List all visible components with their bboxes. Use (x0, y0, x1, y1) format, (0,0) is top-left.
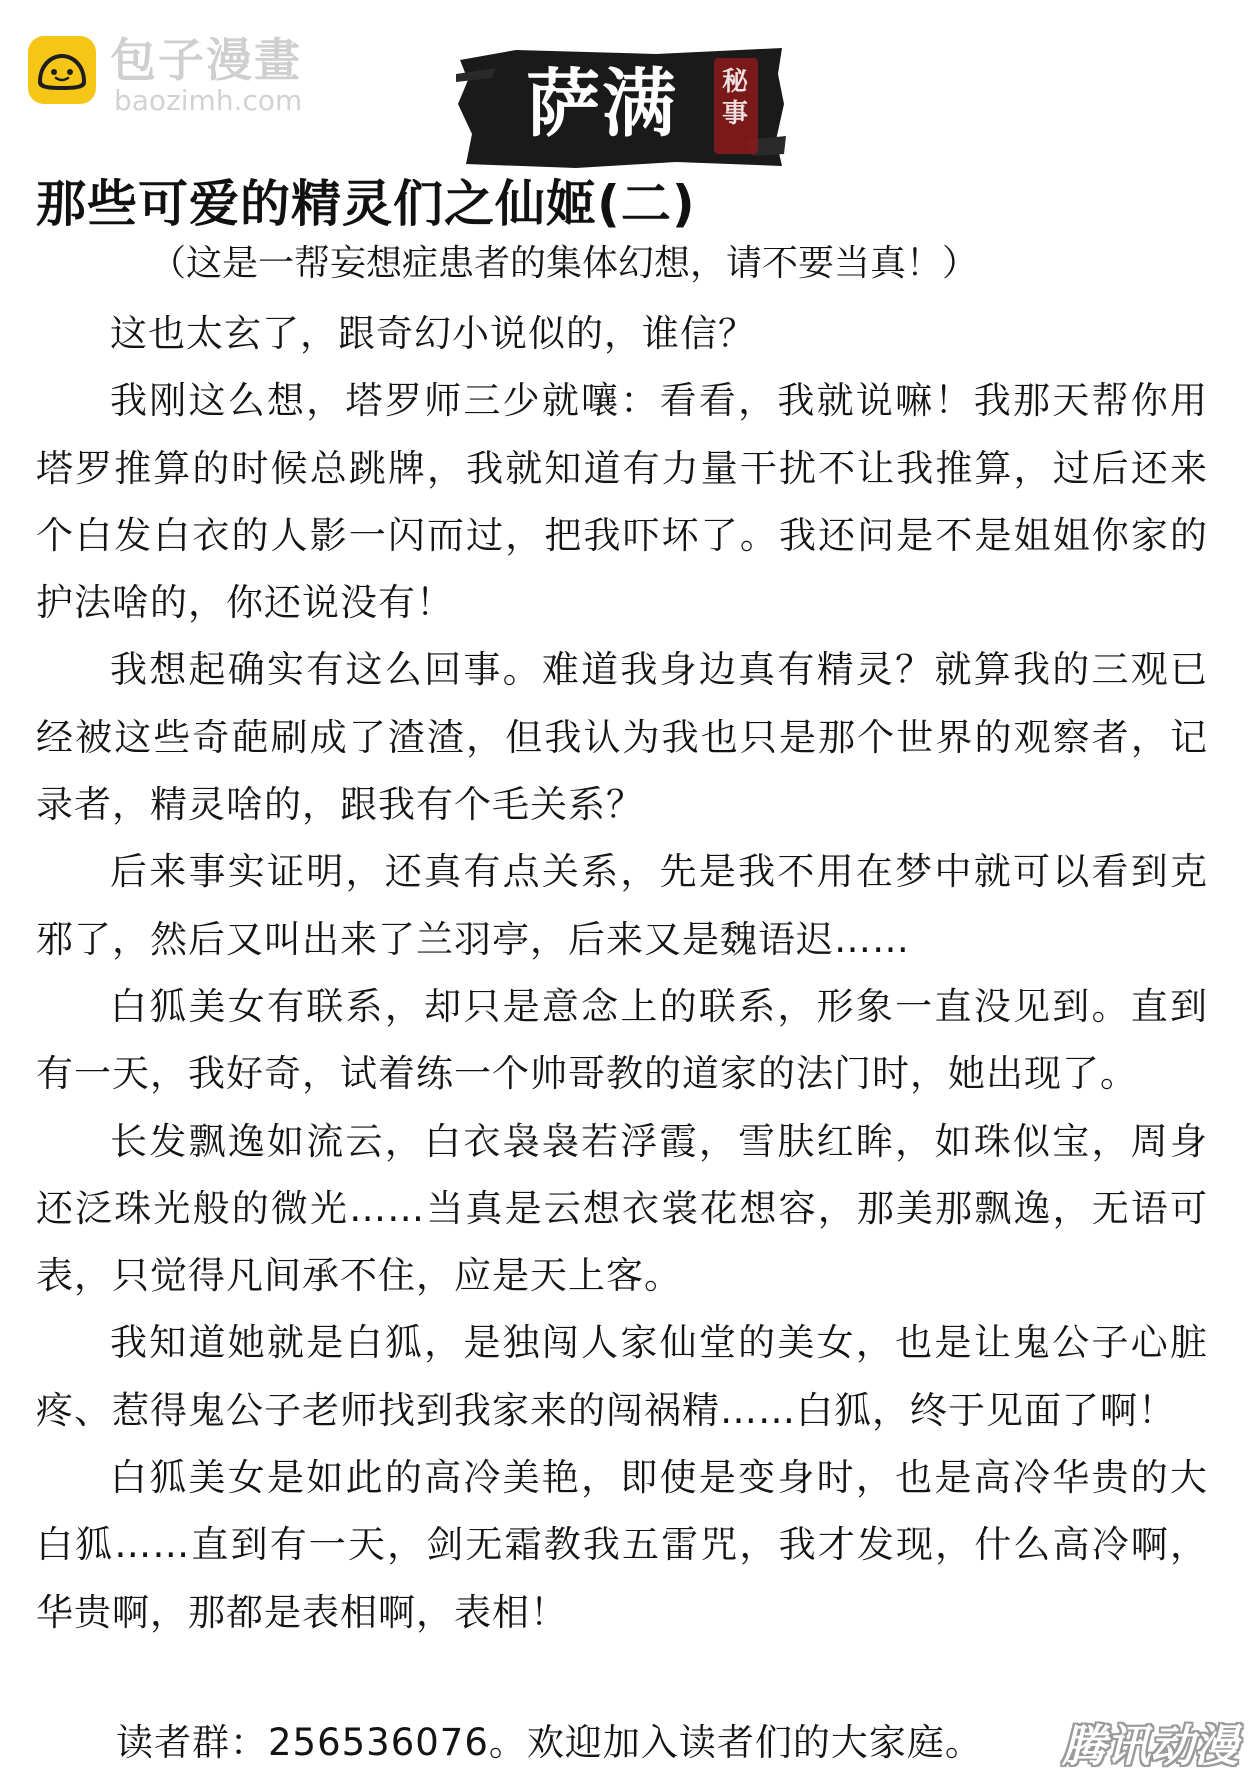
paragraph: 我刚这么想，塔罗师三少就嚷：看看，我就说嘛！我那天帮你用塔罗推算的时候总跳牌，我就知道有力量干扰不让我推算，过后还来个白发白衣的人影一闪而过，把我吓坏了。我还问是不是姐姐你家的护法啥的，你还说没有！ (36, 379, 1208, 625)
article-body (36, 300, 1208, 1646)
paragraph: 这也太玄了，跟奇幻小说似的，谁信？ (110, 312, 756, 355)
paragraph: 白狐美女有联系，却只是意念上的联系，形象一直没见到。直到有一天，我好奇，试着练一个帅哥教的道家的法门时，她出现了。 (36, 984, 1208, 1096)
watermark-name: 包子漫畫 (110, 33, 302, 87)
tencent-mark-text: 腾讯动漫 (1062, 1721, 1238, 1772)
paragraph: 我知道她就是白狐，是独闯人家仙堂的美女，也是让鬼公子心脏疼、惹得鬼公子老师找到我家来的闯祸精……白狐，终于见面了啊！ (36, 1321, 1208, 1432)
bun-logo-icon (26, 34, 98, 106)
watermark-url: baozimh.com (114, 84, 303, 117)
page-title: 那些可爱的精灵们之仙姬(二) (36, 175, 696, 233)
paragraph: 长发飘逸如流云，白衣袅袅若浮霞，雪肤红眸，如珠似宝，周身还泛珠光般的微光……当真是云想衣裳花想容，那美那飘逸，无语可表，只觉得凡间承不住，应是天上客。 (36, 1119, 1208, 1298)
paragraph: 后来事实证明，还真有点关系，先是我不用在梦中就可以看到克邪了，然后又叫出来了兰羽亭，后来又是魏语迟…… (36, 850, 1208, 961)
page-subtitle: （这是一帮妄想症患者的集体幻想，请不要当真！） (150, 243, 979, 284)
site-watermark (26, 33, 326, 117)
tencent-comics-watermark (1050, 1720, 1250, 1774)
series-logo (456, 44, 786, 172)
paragraph: 白狐美女是如此的高冷美艳，即使是变身时，也是高冷华贵的大白狐……直到有一天，剑无霜教我五雷咒，我才发现，什么高冷啊，华贵啊，那都是表相啊，表相！ (36, 1456, 1208, 1634)
logo-seal-text: 秘事 (721, 67, 748, 129)
logo-title: 萨满 (526, 61, 678, 147)
reader-group-note: 读者群：256536076。欢迎加入读者们的大家庭。 (116, 1721, 983, 1764)
paragraph: 我想起确实有这么回事。难道我身边真有精灵？就算我的三观已经被这些奇葩刷成了渣渣，但我认为我也只是那个世界的观察者，记录者，精灵啥的，跟我有个毛关系？ (36, 648, 1208, 827)
